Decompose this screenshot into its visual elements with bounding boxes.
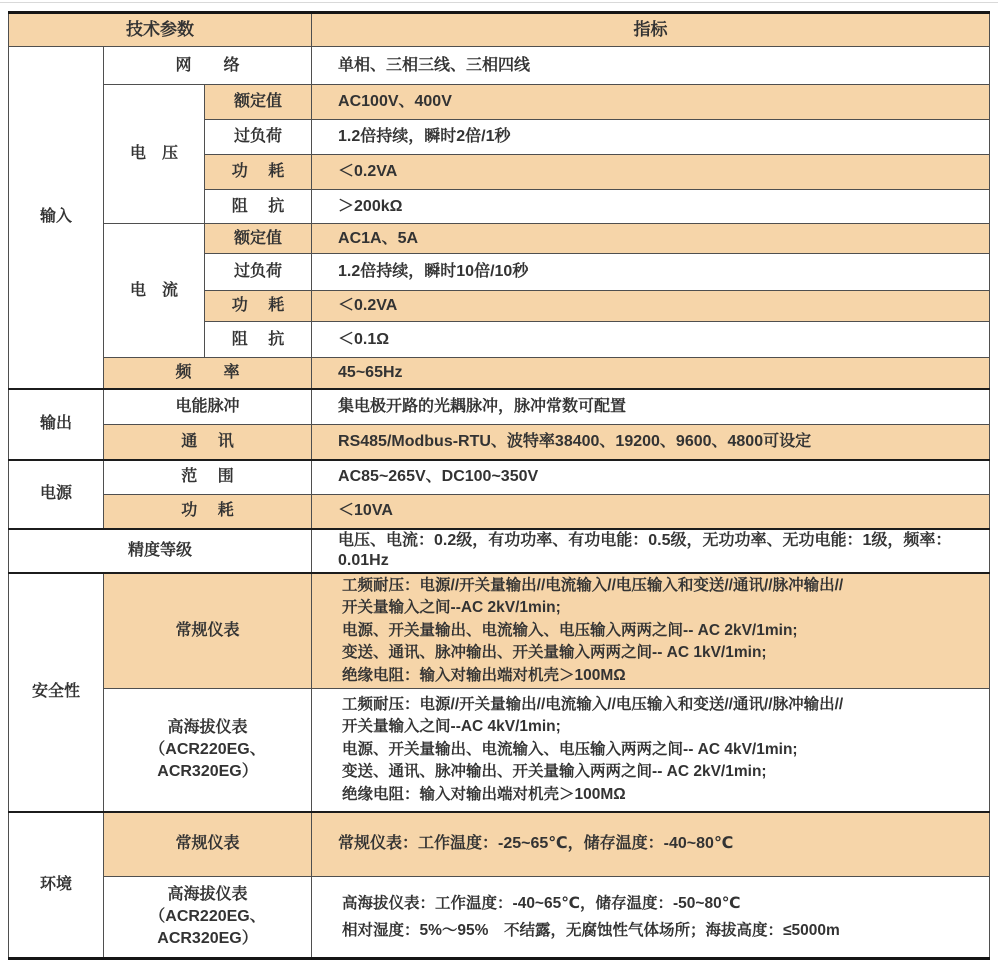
value-voltage-overload: 1.2倍持续，瞬时2倍/1秒	[312, 120, 990, 155]
environment-high-altitude-name: 高海拔仪表	[167, 886, 248, 903]
value-environment-high-altitude	[312, 877, 990, 959]
label-voltage-consumption: 功 耗	[205, 155, 312, 190]
value-voltage-impedance: ＞200kΩ	[312, 190, 990, 224]
label-voltage-impedance: 阻 抗	[205, 190, 312, 224]
value-safety-regular	[312, 573, 990, 689]
label-network: 网 络	[104, 47, 312, 85]
safety-high-altitude-line: 开关量输入之间--AC 4kV/1min;	[342, 718, 561, 735]
header-indicator: 指标	[312, 13, 990, 47]
label-supply-consumption: 功 耗	[104, 495, 312, 529]
row-comm	[9, 425, 990, 460]
value-current-rated: AC1A、5A	[312, 224, 990, 254]
label-frequency: 频 率	[104, 358, 312, 389]
row-environment-high-altitude	[9, 877, 990, 959]
row-current-rated	[9, 224, 990, 254]
safety-regular-line: 绝缘电阻：输入对输出端对机壳＞100MΩ	[342, 666, 626, 684]
safety-high-altitude-line: 电源、开关量输出、电流输入、电压输入两两之间-- AC 4kV/1min;	[342, 740, 798, 758]
label-current-impedance: 阻 抗	[205, 322, 312, 358]
value-energy-pulse: 集电极开路的光耦脉冲，脉冲常数可配置	[312, 389, 990, 425]
label-current-overload: 过负荷	[205, 254, 312, 291]
safety-high-altitude-name: 高海拔仪表	[167, 718, 248, 736]
group-environment: 环境	[9, 812, 104, 959]
group-current: 电 流	[104, 224, 205, 358]
row-supply-range	[9, 460, 990, 495]
row-supply-consumption	[9, 495, 990, 529]
header-row	[9, 13, 990, 47]
page-divider-line	[0, 2, 998, 3]
value-current-impedance: ＜0.1Ω	[312, 322, 990, 358]
value-voltage-consumption: ＜0.2VA	[312, 155, 990, 190]
label-voltage-overload: 过负荷	[205, 120, 312, 155]
group-voltage: 电 压	[104, 85, 205, 224]
label-voltage-rated: 额定值	[205, 85, 312, 120]
label-energy-pulse: 电能脉冲	[104, 389, 312, 425]
environment-high-altitude-line: 相对湿度：5%～95% 不结露，无腐蚀性气体场所；海拔高度：≤5000m	[342, 922, 840, 939]
label-environment-high-altitude	[104, 877, 312, 959]
row-safety-high-altitude	[9, 689, 990, 812]
safety-high-altitude-models: （ACR220EG、ACR320EG）	[149, 740, 266, 780]
row-safety-regular	[9, 573, 990, 689]
label-supply-range: 范 围	[104, 460, 312, 495]
row-energy-pulse	[9, 389, 990, 425]
header-tech-params: 技术参数	[9, 13, 312, 47]
value-network: 单相、三相三线、三相四线	[312, 47, 990, 85]
safety-regular-line: 变送、通讯、脉冲输出、开关量输入两两之间-- AC 1kV/1min;	[342, 644, 767, 661]
value-voltage-rated: AC100V、400V	[312, 85, 990, 120]
safety-high-altitude-line: 变送、通讯、脉冲输出、开关量输入两两之间-- AC 2kV/1min;	[342, 763, 767, 780]
value-current-overload: 1.2倍持续，瞬时10倍/10秒	[312, 254, 990, 291]
row-network	[9, 47, 990, 85]
safety-regular-line: 电源、开关量输出、电流输入、电压输入两两之间-- AC 2kV/1min;	[342, 621, 798, 639]
value-comm: RS485/Modbus-RTU、波特率38400、19200、9600、4800可设定	[312, 425, 990, 460]
tech-spec-table	[8, 11, 990, 960]
safety-regular-line: 开关量输入之间--AC 2kV/1min;	[342, 599, 561, 616]
row-frequency	[9, 358, 990, 389]
environment-high-altitude-line: 高海拔仪表：工作温度：-40~65℃，储存温度：-50~80℃	[342, 895, 741, 912]
value-safety-high-altitude	[312, 689, 990, 812]
label-safety-regular: 常规仪表	[104, 573, 312, 689]
safety-high-altitude-line: 工频耐压：电源//开关量输出//电流输入//电压输入和变送//通讯//脉冲输出//	[342, 695, 844, 713]
value-accuracy: 电压、电流：0.2级，有功功率、有功电能：0.5级，无功功率、无功电能：1级，频率：0.01Hz	[312, 529, 990, 573]
value-supply-consumption: ＜10VA	[312, 495, 990, 529]
safety-regular-line: 工频耐压：电源//开关量输出//电流输入//电压输入和变送//通讯//脉冲输出//	[342, 576, 844, 594]
group-input: 输入	[9, 47, 104, 389]
value-supply-range: AC85~265V、DC100~350V	[312, 460, 990, 495]
environment-high-altitude-models: （ACR220EG、ACR320EG）	[149, 908, 266, 947]
safety-high-altitude-line: 绝缘电阻：输入对输出端对机壳＞100MΩ	[342, 785, 626, 803]
label-current-consumption: 功 耗	[205, 291, 312, 322]
row-environment-regular	[9, 812, 990, 877]
label-accuracy: 精度等级	[9, 529, 312, 573]
row-accuracy	[9, 529, 990, 573]
value-environment-regular: 常规仪表：工作温度：-25~65℃，储存温度：-40~80℃	[312, 812, 990, 877]
label-comm: 通 讯	[104, 425, 312, 460]
group-power-supply: 电源	[9, 460, 104, 529]
label-environment-regular: 常规仪表	[104, 812, 312, 877]
value-current-consumption: ＜0.2VA	[312, 291, 990, 322]
label-current-rated: 额定值	[205, 224, 312, 254]
group-safety: 安全性	[9, 573, 104, 812]
value-frequency: 45~65Hz	[312, 358, 990, 389]
label-safety-high-altitude	[104, 689, 312, 812]
group-output: 输出	[9, 389, 104, 460]
row-voltage-rated	[9, 85, 990, 120]
